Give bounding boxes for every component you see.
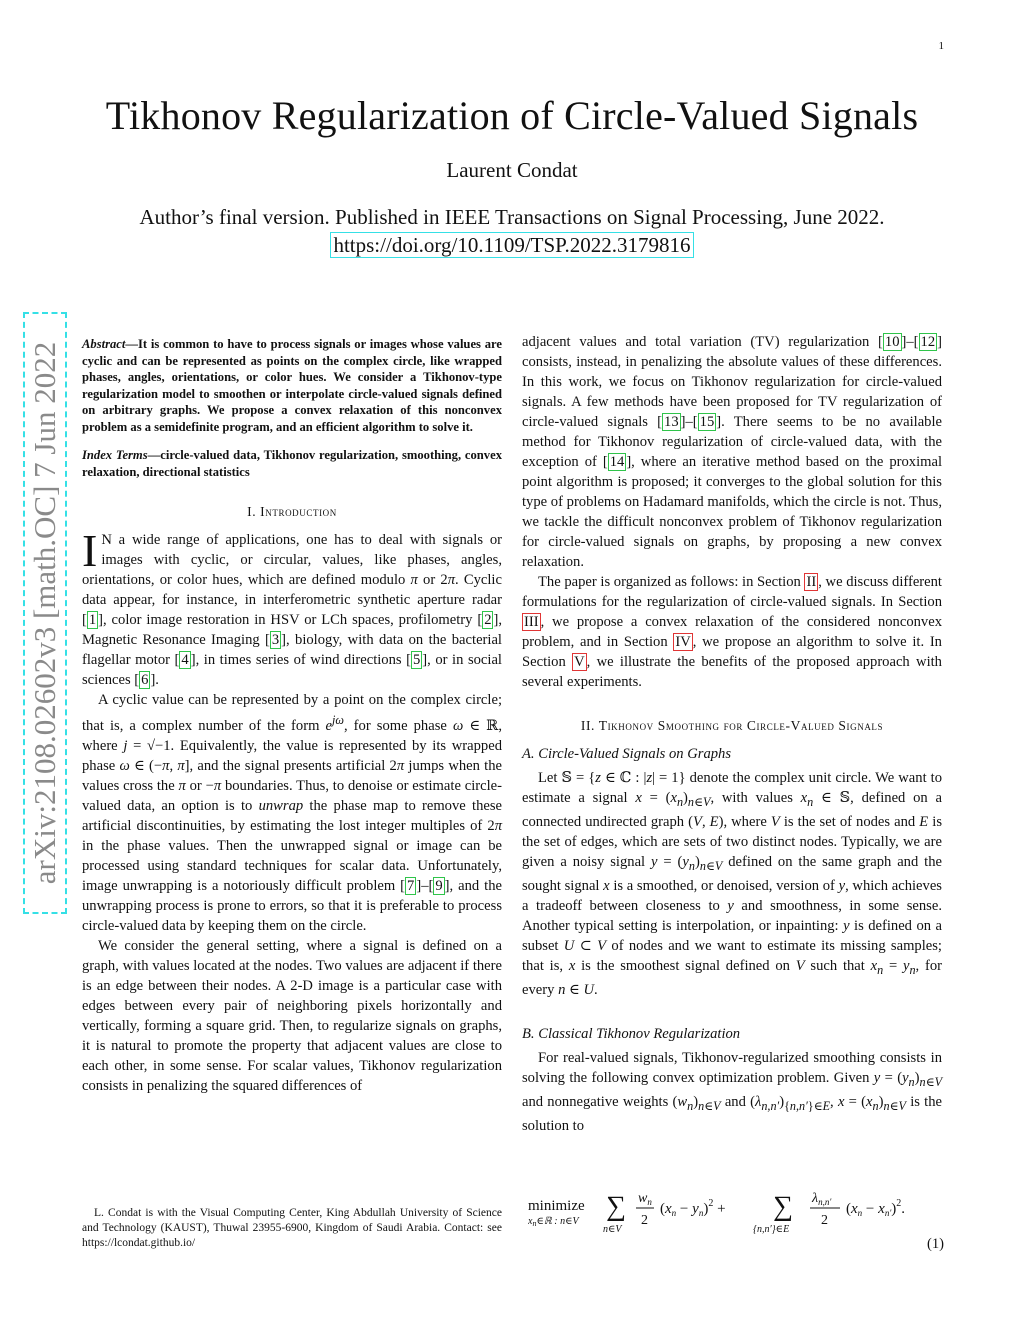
index-terms-text: —circle-valued data, Tikhonov regularization, smoothing, convex relaxation, directional statistics — [82, 448, 502, 479]
abstract-text: —It is common to have to process signals or images whose values are cyclic and can be represented as points on the complex circle, like wrapped phases, angles, orientations, or color hues. We consider a Tikhonov-type regularization model to smoothen or interpolate circle-valued signals defined on arbitrary graphs. We propose a convex relaxation of this nonconvex problem as a semidefinite program, and an efficient algorithm to solve it. — [82, 337, 502, 434]
citation-link[interactable]: 1 — [88, 612, 97, 628]
citation-link[interactable]: 7 — [407, 877, 415, 894]
subsection-heading-a: A. Circle-Valued Signals on Graphs — [522, 746, 732, 762]
eq-sum-2: ∑ — [773, 1191, 793, 1222]
section-link[interactable]: V — [574, 654, 585, 670]
intro-paragraph-5: The paper is organized as follows: in Section II , we discuss different formulations for the regularization of circle-valued signals. In Section III , we propose a convex relaxation of the considered nonconvex problem, and in Section IV , we propose an algorithm to solve it. In Section V , we illustrate the benefits of the proposed approach with several experiments. — [522, 574, 942, 690]
citation-link[interactable]: 10 — [884, 334, 900, 350]
intro-paragraph-4: adjacent values and total variation (TV) regularization [ 10 ]–[ 12 ] consists, instead, in penalizing the absolute values of these differences. In this work, we focus on Tikhonov regularization for circle-valued signals. A few methods have been proposed for TV regularization of circle-valued signals [ 13 ]–[ 15 ]. There seems to be no available method for Tikhonov regularization of circle-valued data, with the exception of [ 14 ], where an iterative method based on the proximal point algorithm is proposed; it converges to the global solution for this type of problems on Hadamard manifolds, which the circle is not. Thus, we tackle the difficult nonconvex problem of Tikhonov regularization for circle-valued signals on graphs, by proposing a new convex relaxation. — [522, 334, 943, 570]
eq-frac-den: 2 — [821, 1213, 828, 1228]
eq-sum-1: ∑ — [606, 1191, 626, 1222]
eq-minimize-sub: $x_n\in ℝ$ : n∈V — [528, 1216, 579, 1228]
citation-link[interactable]: 2 — [484, 612, 492, 628]
footnote-text: L. Condat is with the Visual Computing Center, King Abdullah University of Science and Technology (KAUST), Thuwal 23955-6900, Kingdom of Saudi Arabia. Contact: see https://lcondat.github.io/ — [82, 1207, 502, 1249]
index-terms-label: Index Terms — [82, 448, 148, 462]
citation-link[interactable]: 9 — [435, 877, 443, 894]
citation-link[interactable]: 14 — [609, 454, 625, 470]
eq-term-1: $(x_n - y_n)^2$ + — [660, 1198, 726, 1218]
equation-number: (1) — [926, 1236, 944, 1252]
eq-frac-den: 2 — [641, 1213, 648, 1228]
drop-cap: I — [82, 525, 98, 576]
citation-link[interactable]: 3 — [271, 632, 280, 648]
abstract-label: Abstract — [82, 337, 126, 351]
equation-1 — [528, 1180, 944, 1240]
intro-paragraph-3: We consider the general setting, where a signal is defined on a graph, with values located at the nodes. Two values are adjacent if there is an edge between their nodes. A 2-D image is a particular case with edges between every pair of neighboring pixels horizontally and vertically, forming a square grid. Then, to regularize signals on graphs, it is natural to promote the property that adjacent values are close to each other, in some sense. For scalar values, Tikhonov regularization consists in penalizing the squared differences of — [82, 937, 502, 1094]
citation-link[interactable]: 6 — [141, 672, 149, 688]
intro-paragraph-1: I N a wide range of applications, one has to deal with signals or images with cyclic, or circular, values, like phases, angles, orientations, or color hues, which are defined modulo π or 2π. Cyclic data appear, for instance, in interferometric synthetic aperture radar [ 1 ], color image restoration in HSV or LCh spaces, profilometry [ 2 ], Magnetic Resonance Imaging [ 3 ], biology, with data on the bacterial flagellar motor [ 4 ], in times series of wind directions [ 5 ], or in social sciences [ 6 ]. — [82, 525, 502, 688]
intro-paragraph-2: A cyclic value can be represented by a point on the complex circle; that is, a complex number of the form $e^{j\omega}$, for some phase ω ∈ ℝ, where j = √−1. Equivalently, the value is represented by its wrapped phase ω ∈ (−π, π], and the signal presents artificial 2π jumps when the values cross the π or −π boundaries. Thus, to denoise or estimate circle-valued data, an option is to unwrap the phase map to remove these artificial discontinuities, by estimating the lost integer multiples of 2π in the phase values. Then the unwrapped signal or image can be processed using standard techniques for scalar data. Unfortunately, image unwrapping is a notoriously difficult problem [ 7 ]–[ 9 ], and the unwrapping process is prone to errors, so that it is preferable to process circle-valued data by keeping them on the circle. — [82, 692, 502, 934]
citation-link[interactable]: 5 — [413, 652, 421, 668]
citation-link[interactable]: 13 — [664, 414, 679, 430]
right-column — [522, 332, 942, 1136]
arxiv-stamp[interactable] — [23, 312, 67, 914]
eq-minimize: minimize — [528, 1198, 585, 1214]
citation-link[interactable]: 4 — [181, 652, 189, 668]
eq-frac-num-lambda: $\lambda_{n,n'}$ — [812, 1191, 832, 1207]
index-terms — [82, 447, 502, 480]
citation-link[interactable]: 15 — [699, 414, 715, 430]
eq-term-2: $(x_n - x_{n'})^2$. — [846, 1198, 906, 1218]
page-number: 1 — [938, 40, 944, 52]
arxiv-stamp-text: arXiv:2108.02602v3 [math.OC] 7 Jun 2022 — [27, 341, 62, 885]
section-link[interactable]: II — [806, 574, 817, 590]
footnote — [82, 1206, 502, 1251]
eq-sum-1-sub: n∈V — [603, 1224, 622, 1235]
sec2-paragraph-2: For real-valued signals, Tikhonov-regularized smoothing consists in solving the following convex optimization problem. Given $y = (y_n)_{n\in V}$ and nonnegative weights $(w_n)_{n\in V}$ and $(\lambda_{n,n'})_{\{n,n'\}\in E}$, $x = (x_n)_{n\in V}$ is the solution to — [522, 1049, 943, 1134]
subsection-heading-b: B. Classical Tikhonov Regularization — [522, 1025, 741, 1042]
citation-link[interactable]: 12 — [920, 334, 936, 350]
abstract — [82, 336, 502, 435]
eq-sum-2-sub: {n,n′}∈E — [753, 1224, 790, 1235]
author-name: Laurent Condat — [446, 158, 578, 182]
paper-title: Tikhonov Regularization of Circle-Valued Signals — [105, 93, 919, 138]
doi-link[interactable]: https://doi.org/10.1109/TSP.2022.3179816 — [330, 232, 693, 258]
section-link[interactable]: IV — [675, 634, 691, 650]
section-heading-tikhonov: II. Tikhonov Smoothing for Circle-Valued Signals — [580, 718, 884, 733]
section-heading-introduction: I. Introduction — [247, 504, 337, 519]
left-column — [82, 332, 502, 1096]
venue-line: Author’s final version. Published in IEEE Transactions on Signal Processing, June 2022. — [139, 205, 885, 229]
eq-frac-num-w: $w_n$ — [638, 1191, 652, 1207]
section-link[interactable]: III — [524, 614, 539, 630]
sec2-paragraph-1: Let 𝕊 = {z ∈ ℂ : |z| = 1} denote the complex unit circle. We want to estimate a signal $x = (x_n)_{n\in V}$, with values $x_n$ ∈ 𝕊, defined on a connected undirected graph (V, E), where V is the set of nodes and E is the set of edges, which are sets of two distinct nodes. Typically, we are given a noisy signal $y = (y_n)_{n\in V}$ defined on the same graph and the sought signal x is a smoothed, or denoised, version of y, which achieves a tradeoff between closeness to y and smoothness, in some sense. Another typical setting is interpolation, or inpainting: y is defined on a subset U ⊂ V of nodes and we want to estimate its missing samples; that is, x is the smoothest signal defined on V such that $x_n = y_n$, for every n ∈ U. — [522, 770, 943, 998]
venue-block — [0, 203, 1024, 259]
